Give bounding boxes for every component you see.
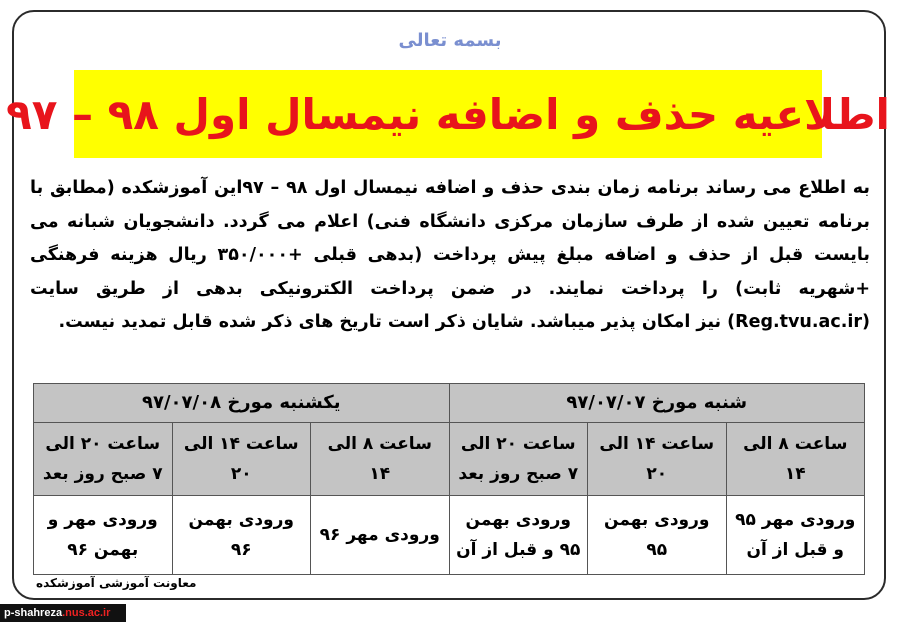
group-cell: ورودی بهمن ۹۵ <box>588 496 727 575</box>
time-cell: ساعت ۸ الی ۱۴ <box>311 423 450 496</box>
group-cell: ورودی مهر ۹۵ و قبل از آن <box>726 496 865 575</box>
time-cell: ساعت ۲۰ الی ۷ صبح روز بعد <box>34 423 173 496</box>
group-cell: ورودی مهر ۹۶ <box>311 496 450 575</box>
schedule-table <box>33 383 865 575</box>
time-cell: ساعت ۲۰ الی ۷ صبح روز بعد <box>449 423 588 496</box>
time-cell: ساعت ۸ الی ۱۴ <box>726 423 865 496</box>
notice-paragraph: به اطلاع می رساند برنامه زمان بندی حذف و اضافه نیمسال اول ۹۸ – ۹۷این آموزشکده (مطابق با برنامه تعیین شده از طرف سازمان مرکزی دانشگاه فنی) اعلام می گردد. دانشجویان شبانه می بایست قبل از حذف و اضافه مبلغ پیش پرداخت (بدهی قبلی +۳۵۰/۰۰۰ ریال هزینه فرهنگی +شهریه ثابت) را پرداخت نمایند. در ضمن پرداخت الکترونیکی بدهی از طریق سایت (Reg.tvu.ac.ir) نیز امکان پذیر میباشد. شایان ذکر است تاریخ های ذکر شده قابل تمدید نیست. <box>30 178 870 332</box>
time-row <box>34 423 865 496</box>
title-banner <box>6 70 890 158</box>
day-sunday: یکشنبه مورخ ۹۷/۰۷/۰۸ <box>34 384 450 423</box>
watermark-domain: p-shahreza <box>4 607 63 619</box>
day-saturday: شنبه مورخ ۹۷/۰۷/۰۷ <box>449 384 865 423</box>
signature: معاونت آموزشی آموزشکده <box>36 576 197 590</box>
group-cell: ورودی بهمن ۹۶ <box>172 496 311 575</box>
basmala: بسمه تعالی <box>398 30 502 51</box>
group-cell: ورودی بهمن ۹۵ و قبل از آن <box>449 496 588 575</box>
notice-title: اطلاعیه حذف و اضافه نیمسال اول ۹۸ – ۹۷ <box>6 89 890 139</box>
watermark-suffix: .nus.ac.ir <box>62 607 111 619</box>
group-row <box>34 496 865 575</box>
watermark <box>0 604 126 622</box>
time-cell: ساعت ۱۴ الی ۲۰ <box>172 423 311 496</box>
group-cell: ورودی مهر و بهمن ۹۶ <box>34 496 173 575</box>
day-row <box>34 384 865 423</box>
time-cell: ساعت ۱۴ الی ۲۰ <box>588 423 727 496</box>
